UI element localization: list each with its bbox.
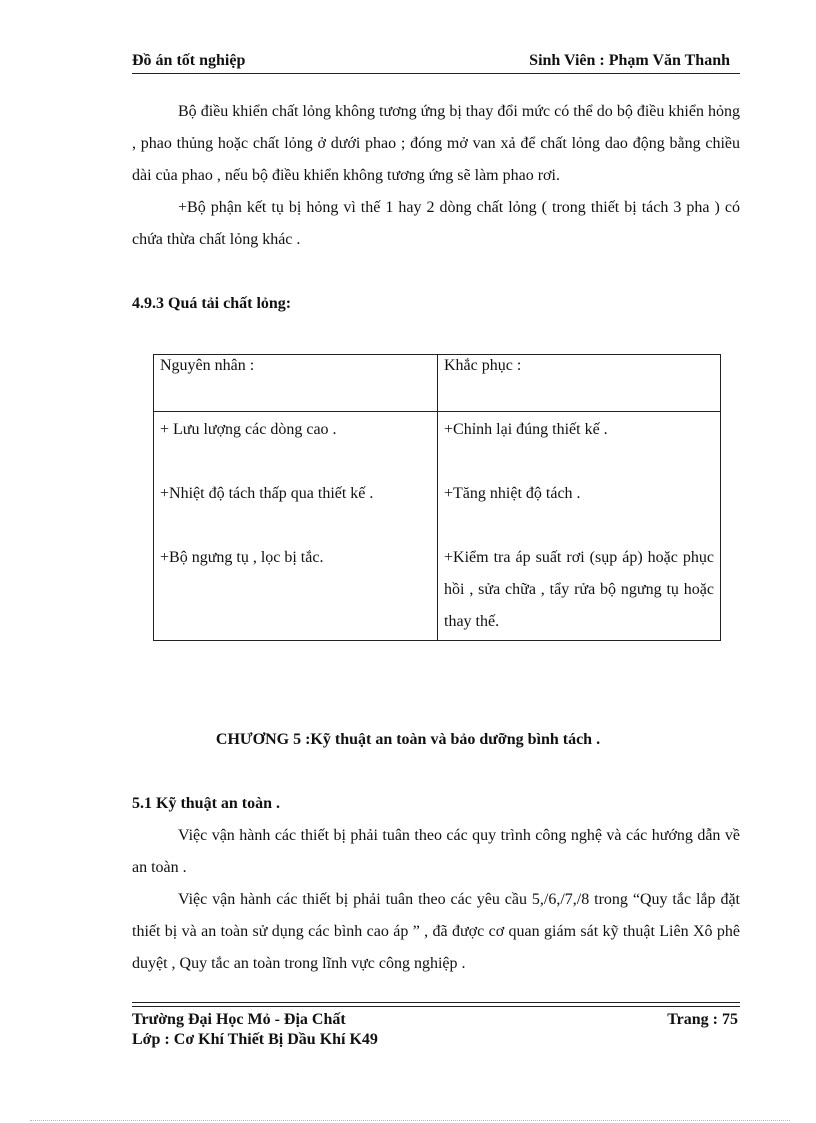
table-cell-remedies bbox=[438, 412, 721, 641]
table-header-remedy: Khắc phục : bbox=[438, 355, 721, 412]
header-title: Đồ án tốt nghiệp bbox=[132, 52, 246, 69]
footer-rule bbox=[132, 1002, 740, 1003]
remedy-item: +Kiểm tra áp suất rơi (sụp áp) hoặc phục hồi , sửa chữa , tẩy rửa bộ ngưng tụ hoặc thay thế. bbox=[444, 549, 714, 630]
cause-item: +Bộ ngưng tụ , lọc bị tắc. bbox=[160, 549, 324, 566]
table-header-cause: Nguyên nhân : bbox=[154, 355, 438, 412]
paragraph-requirements: Việc vận hành các thiết bị phải tuân theo các yêu cầu 5,/6,/7,/8 trong “Quy tắc lắp đặt thiết bị và an toàn sử dụng các bình cao áp ” , đã được cơ quan giám sát kỹ thuật Liên Xô phê duyệt , Quy tắc an toàn trong lĩnh vực công nghiệp . bbox=[132, 891, 740, 972]
table-header-row bbox=[154, 355, 721, 412]
paragraph-coalescer: +Bộ phận kết tụ bị hỏng vì thế 1 hay 2 dòng chất lỏng ( trong thiết bị tách 3 pha ) có chứa thừa chất lỏng khác . bbox=[132, 199, 740, 248]
table-row bbox=[154, 412, 721, 641]
header-rule bbox=[132, 73, 740, 74]
page-header bbox=[132, 52, 740, 74]
footer-class: Lớp : Cơ Khí Thiết Bị Dầu Khí K49 bbox=[132, 1031, 378, 1048]
liquid-overload-table bbox=[153, 354, 721, 641]
footer-rule-inner bbox=[132, 1006, 740, 1007]
chapter-title: CHƯƠNG 5 :Kỹ thuật an toàn và bảo dưỡng bình tách . bbox=[215, 731, 601, 748]
footer-page-number: Trang : 75 bbox=[667, 1011, 738, 1028]
table-cell-causes bbox=[154, 412, 438, 641]
cause-item: + Lưu lượng các dòng cao . bbox=[160, 421, 337, 438]
page-edge bbox=[30, 1120, 790, 1121]
footer-line-2 bbox=[132, 1031, 740, 1049]
remedy-item: +Tăng nhiệt độ tách . bbox=[444, 485, 581, 502]
section-heading-5-1: 5.1 Kỹ thuật an toàn . bbox=[132, 795, 281, 812]
remedy-item: +Chỉnh lại đúng thiết kế . bbox=[444, 421, 608, 438]
paragraph-controller: Bộ điều khiển chất lỏng không tương ứng bị thay đổi mức có thể do bộ điều khiển hỏng , phao thủng hoặc chất lỏng ở dưới phao ; đóng mở van xả để chất lỏng dao động bằng chiều dài của phao , nếu bộ điều khiển không tương ứng sẽ làm phao rơi. bbox=[132, 103, 740, 184]
cause-item: +Nhiệt độ tách thấp qua thiết kế . bbox=[160, 485, 374, 502]
header-author: Sinh Viên : Phạm Văn Thanh bbox=[529, 52, 730, 69]
section-heading-4-9-3: 4.9.3 Quá tải chất lỏng: bbox=[132, 295, 292, 312]
footer-line-1 bbox=[132, 1011, 740, 1029]
paragraph-procedures: Việc vận hành các thiết bị phải tuân theo các quy trình công nghệ và các hướng dẫn về an toàn . bbox=[132, 827, 740, 876]
footer-school: Trường Đại Học Mỏ - Địa Chất bbox=[132, 1011, 346, 1028]
